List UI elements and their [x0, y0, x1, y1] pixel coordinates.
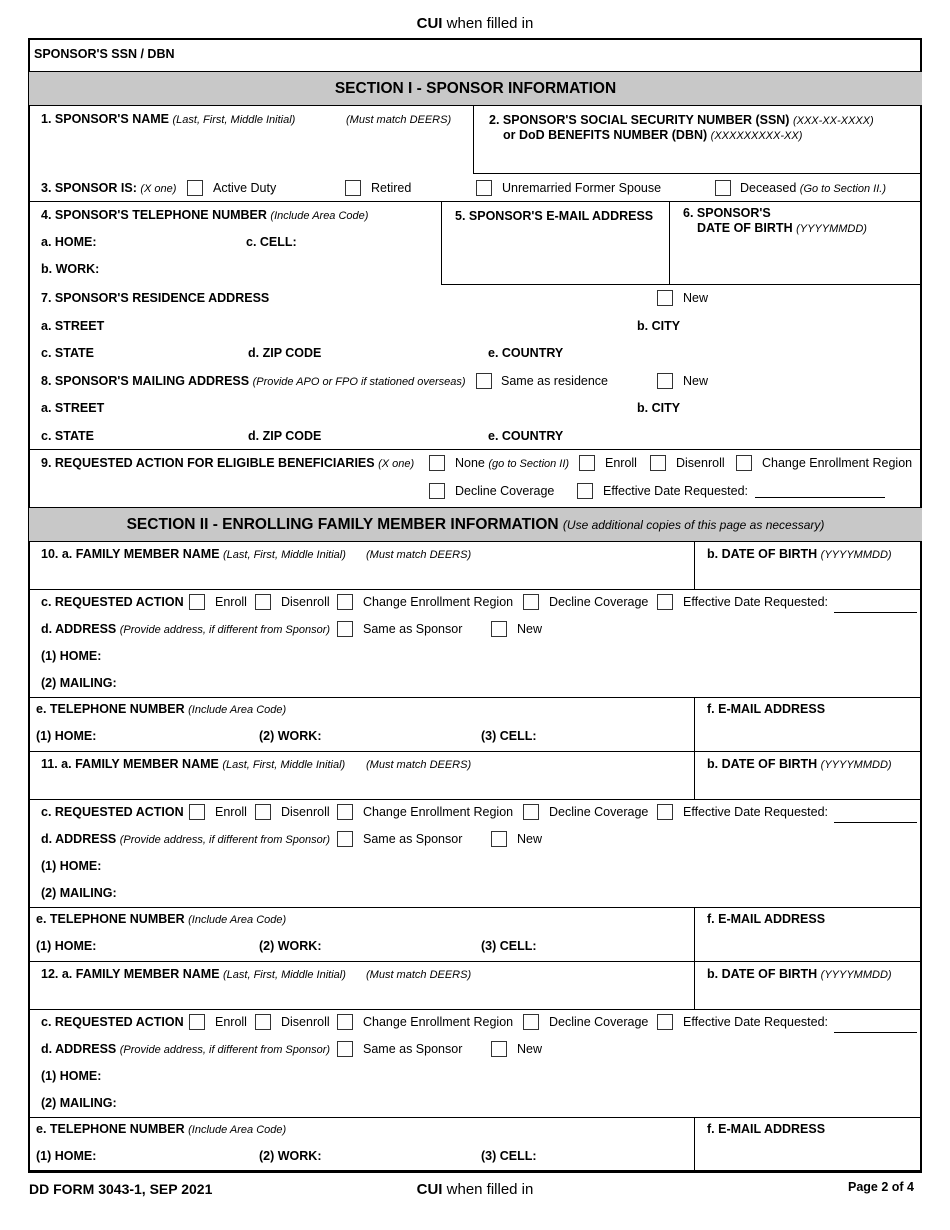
family-member-name-input[interactable] — [36, 776, 686, 796]
family-member-same-as-sponsor-label: Same as Sponsor — [363, 622, 463, 636]
section-2-title-hint: (Use additional copies of this page as necessary) — [562, 518, 825, 532]
family-member-name-label: 11. a. FAMILY MEMBER NAME (Last, First, Middle Initial) — [41, 757, 346, 771]
family-member-enroll-checkbox[interactable] — [189, 804, 205, 820]
family-member-change-region-checkbox[interactable] — [337, 594, 353, 610]
form-number: DD FORM 3043-1, SEP 2021 — [29, 1181, 213, 1197]
family-member-home-phone-label: (1) HOME: — [36, 939, 97, 953]
family-member-name-label: 12. a. FAMILY MEMBER NAME (Last, First, Middle Initial) — [41, 967, 346, 981]
action-disenroll-label: Disenroll — [676, 456, 725, 470]
family-member-decline-checkbox[interactable] — [523, 804, 539, 820]
family-member-email-label: f. E-MAIL ADDRESS — [707, 702, 826, 716]
family-member-enroll-label: Enroll — [215, 595, 247, 609]
family-member-mailing-address-input[interactable] — [125, 1091, 916, 1113]
cui-marking: CUI — [416, 15, 443, 32]
residence-city-input[interactable] — [684, 313, 916, 335]
family-member-cell-phone-label: (3) CELL: — [481, 1149, 537, 1163]
family-member-decline-label: Decline Coverage — [549, 595, 649, 609]
family-member-email-input[interactable] — [700, 1139, 916, 1167]
sponsor-dob-input[interactable] — [674, 238, 918, 281]
sponsor-email-input[interactable] — [446, 226, 664, 281]
family-member-dob-input[interactable] — [700, 566, 916, 586]
family-member-name-input[interactable] — [36, 566, 686, 586]
family-member-enroll-label: Enroll — [215, 805, 247, 819]
residence-zip-input[interactable] — [325, 341, 475, 363]
family-member-same-as-sponsor-checkbox[interactable] — [337, 831, 353, 847]
sponsor-work-phone-label: b. WORK: — [41, 262, 100, 276]
action-none-checkbox[interactable] — [429, 455, 445, 471]
sponsor-telephone-label: 4. SPONSOR'S TELEPHONE NUMBER (Include Area Code) — [41, 208, 369, 222]
family-member-work-phone-label: (2) WORK: — [259, 1149, 322, 1163]
family-member-cell-phone-input[interactable] — [545, 1144, 690, 1166]
cui-header — [0, 15, 950, 32]
mailing-state-label: c. STATE — [41, 429, 95, 443]
sponsor-email-label: 5. SPONSOR'S E-MAIL ADDRESS — [455, 209, 654, 223]
action-effective-date-checkbox[interactable] — [577, 483, 593, 499]
mailing-city-input[interactable] — [684, 396, 916, 418]
family-member-dob-label: b. DATE OF BIRTH (YYYYMMDD) — [707, 547, 892, 561]
action-change-region-checkbox[interactable] — [736, 455, 752, 471]
residence-city-label: b. CITY — [637, 319, 681, 333]
family-member-mailing-address-label: (2) MAILING: — [41, 886, 117, 900]
mailing-street-label: a. STREET — [41, 401, 105, 415]
residence-zip-label: d. ZIP CODE — [248, 346, 322, 360]
family-member-home-address-label: (1) HOME: — [41, 1069, 102, 1083]
action-none-label: None (go to Section II) — [455, 456, 570, 470]
family-member-disenroll-checkbox[interactable] — [255, 1014, 271, 1030]
sponsor-dob-label-1: 6. SPONSOR'S — [683, 206, 771, 220]
residence-address-label: 7. SPONSOR'S RESIDENCE ADDRESS — [41, 291, 270, 305]
residence-country-input[interactable] — [568, 341, 916, 363]
sponsor-name-must-match: (Must match DEERS) — [346, 114, 452, 126]
family-member-mailing-address-input[interactable] — [125, 671, 916, 693]
family-member-home-phone-label: (1) HOME: — [36, 729, 97, 743]
family-member-home-address-input[interactable] — [110, 644, 916, 666]
family-member-decline-checkbox[interactable] — [523, 594, 539, 610]
family-member-address-new-checkbox[interactable] — [491, 831, 507, 847]
family-member-address-new-label: New — [517, 622, 543, 636]
family-member-effective-date-label: Effective Date Requested: — [683, 595, 828, 609]
family-member-name-must-match: (Must match DEERS) — [366, 969, 472, 981]
retired-checkbox[interactable] — [345, 180, 361, 196]
family-member-name-must-match: (Must match DEERS) — [366, 759, 472, 771]
residence-state-label: c. STATE — [41, 346, 95, 360]
sponsor-dbn-label: or DoD BENEFITS NUMBER (DBN) (XXXXXXXXX-XX) — [503, 128, 803, 142]
residence-street-label: a. STREET — [41, 319, 105, 333]
section-1-header — [29, 71, 922, 106]
residence-country-label: e. COUNTRY — [488, 346, 564, 360]
family-member-home-phone-input[interactable] — [105, 934, 250, 956]
family-member-decline-checkbox[interactable] — [523, 1014, 539, 1030]
sponsor-cell-phone-label: c. CELL: — [246, 235, 297, 249]
family-member-name-input[interactable] — [36, 986, 686, 1006]
residence-new-label: New — [683, 291, 709, 305]
family-member-telephone-label: e. TELEPHONE NUMBER (Include Area Code) — [36, 912, 287, 926]
family-member-work-phone-input[interactable] — [330, 1144, 475, 1166]
family-member-block-10 — [0, 542, 950, 752]
family-member-work-phone-label: (2) WORK: — [259, 939, 322, 953]
family-member-address-new-label: New — [517, 832, 543, 846]
family-member-block-11 — [0, 752, 950, 962]
family-member-home-phone-label: (1) HOME: — [36, 1149, 97, 1163]
family-member-disenroll-label: Disenroll — [281, 595, 330, 609]
family-member-work-phone-label: (2) WORK: — [259, 729, 322, 743]
family-member-effective-date-label: Effective Date Requested: — [683, 1015, 828, 1029]
family-member-disenroll-checkbox[interactable] — [255, 804, 271, 820]
sponsor-dob-label-2: DATE OF BIRTH (YYYYMMDD) — [697, 221, 867, 235]
family-member-address-label: d. ADDRESS (Provide address, if different from Sponsor) — [41, 622, 331, 636]
residence-state-input[interactable] — [100, 341, 240, 363]
active-duty-checkbox[interactable] — [187, 180, 203, 196]
family-member-change-region-checkbox[interactable] — [337, 804, 353, 820]
family-member-dob-input[interactable] — [700, 986, 916, 1006]
sponsor-is-label: 3. SPONSOR IS: (X one) — [41, 181, 177, 195]
unremarried-former-spouse-label: Unremarried Former Spouse — [502, 181, 662, 195]
action-decline-label: Decline Coverage — [455, 484, 555, 498]
family-member-address-label: d. ADDRESS (Provide address, if different from Sponsor) — [41, 832, 331, 846]
family-member-same-as-sponsor-checkbox[interactable] — [337, 621, 353, 637]
family-member-cell-phone-label: (3) CELL: — [481, 939, 537, 953]
family-member-email-input[interactable] — [700, 929, 916, 957]
family-member-telephone-label: e. TELEPHONE NUMBER (Include Area Code) — [36, 702, 287, 716]
family-member-mailing-address-input[interactable] — [125, 881, 916, 903]
family-member-name-must-match: (Must match DEERS) — [366, 549, 472, 561]
family-member-address-new-label: New — [517, 1042, 543, 1056]
family-member-cell-phone-label: (3) CELL: — [481, 729, 537, 743]
mailing-zip-input[interactable] — [325, 424, 475, 446]
family-member-home-phone-input[interactable] — [105, 1144, 250, 1166]
family-member-change-region-label: Change Enrollment Region — [363, 1015, 514, 1029]
family-member-home-address-input[interactable] — [110, 854, 916, 876]
section-2-title: SECTION II - ENROLLING FAMILY MEMBER INFORMATION — [126, 516, 559, 533]
mailing-state-input[interactable] — [100, 424, 240, 446]
family-member-disenroll-checkbox[interactable] — [255, 594, 271, 610]
family-member-address-new-checkbox[interactable] — [491, 1041, 507, 1057]
family-member-home-address-label: (1) HOME: — [41, 649, 102, 663]
action-disenroll-checkbox[interactable] — [650, 455, 666, 471]
mailing-country-input[interactable] — [568, 424, 916, 446]
cui-suffix: when filled in — [446, 15, 534, 32]
family-member-effective-date-input[interactable] — [834, 822, 917, 823]
family-member-action-label: c. REQUESTED ACTION — [41, 805, 184, 819]
family-member-dob-input[interactable] — [700, 776, 916, 796]
sponsor-home-phone-label: a. HOME: — [41, 235, 97, 249]
sponsor-home-phone-input[interactable] — [105, 230, 235, 252]
family-member-dob-label: b. DATE OF BIRTH (YYYYMMDD) — [707, 757, 892, 771]
family-member-effective-date-label: Effective Date Requested: — [683, 805, 828, 819]
family-member-work-phone-input[interactable] — [330, 724, 475, 746]
family-member-mailing-address-label: (2) MAILING: — [41, 1096, 117, 1110]
family-member-decline-label: Decline Coverage — [549, 805, 649, 819]
deceased-checkbox[interactable] — [715, 180, 731, 196]
cui-footer-suffix: when filled in — [446, 1181, 534, 1198]
family-member-cell-phone-input[interactable] — [545, 934, 690, 956]
family-member-home-address-input[interactable] — [110, 1064, 916, 1086]
action-effective-date-input[interactable] — [755, 497, 885, 498]
sponsor-ssn-input[interactable] — [480, 145, 918, 172]
action-change-region-label: Change Enrollment Region — [762, 456, 913, 470]
family-member-mailing-address-label: (2) MAILING: — [41, 676, 117, 690]
family-member-email-input[interactable] — [700, 719, 916, 747]
family-member-work-phone-input[interactable] — [330, 934, 475, 956]
retired-label: Retired — [371, 181, 412, 195]
mailing-same-as-residence-checkbox[interactable] — [476, 373, 492, 389]
family-member-address-label: d. ADDRESS (Provide address, if different from Sponsor) — [41, 1042, 331, 1056]
cui-footer — [0, 1181, 950, 1198]
family-member-enroll-label: Enroll — [215, 1015, 247, 1029]
family-member-block-12 — [0, 962, 950, 1172]
residence-new-checkbox[interactable] — [657, 290, 673, 306]
mailing-zip-label: d. ZIP CODE — [248, 429, 322, 443]
mailing-city-label: b. CITY — [637, 401, 681, 415]
sponsor-work-phone-input[interactable] — [105, 257, 435, 279]
family-member-effective-date-checkbox[interactable] — [657, 594, 673, 610]
unremarried-former-spouse-checkbox[interactable] — [476, 180, 492, 196]
mailing-country-label: e. COUNTRY — [488, 429, 564, 443]
deceased-label: Deceased (Go to Section II.) — [740, 181, 886, 195]
family-member-change-region-label: Change Enrollment Region — [363, 595, 514, 609]
family-member-enroll-checkbox[interactable] — [189, 1014, 205, 1030]
family-member-home-phone-input[interactable] — [105, 724, 250, 746]
action-effective-date-label: Effective Date Requested: — [603, 484, 748, 498]
family-member-same-as-sponsor-label: Same as Sponsor — [363, 1042, 463, 1056]
family-member-decline-label: Decline Coverage — [549, 1015, 649, 1029]
family-member-same-as-sponsor-label: Same as Sponsor — [363, 832, 463, 846]
sponsor-name-label: 1. SPONSOR'S NAME (Last, First, Middle Initial) — [41, 112, 296, 126]
family-member-email-label: f. E-MAIL ADDRESS — [707, 1122, 826, 1136]
residence-street-input[interactable] — [110, 313, 625, 335]
family-member-enroll-checkbox[interactable] — [189, 594, 205, 610]
family-member-effective-date-checkbox[interactable] — [657, 1014, 673, 1030]
family-member-home-address-label: (1) HOME: — [41, 859, 102, 873]
sponsor-ssn-label: 2. SPONSOR'S SOCIAL SECURITY NUMBER (SSN) (XXX-XX-XXXX) — [489, 113, 874, 127]
family-member-action-label: c. REQUESTED ACTION — [41, 595, 184, 609]
family-member-address-new-checkbox[interactable] — [491, 621, 507, 637]
sponsor-name-input[interactable] — [36, 132, 466, 170]
sponsor-ssn-dbn-label: SPONSOR'S SSN / DBN — [34, 47, 175, 61]
family-member-same-as-sponsor-checkbox[interactable] — [337, 1041, 353, 1057]
family-member-change-region-checkbox[interactable] — [337, 1014, 353, 1030]
page-number: Page 2 of 4 — [848, 1180, 914, 1194]
mailing-new-checkbox[interactable] — [657, 373, 673, 389]
section-2-header — [29, 507, 922, 542]
family-member-action-label: c. REQUESTED ACTION — [41, 1015, 184, 1029]
mailing-address-label: 8. SPONSOR'S MAILING ADDRESS (Provide APO or FPO if stationed overseas) — [41, 374, 466, 388]
family-member-effective-date-input[interactable] — [834, 612, 917, 613]
cui-footer-marking: CUI — [416, 1181, 443, 1198]
mailing-same-as-residence-label: Same as residence — [501, 374, 609, 388]
family-member-disenroll-label: Disenroll — [281, 805, 330, 819]
family-member-email-label: f. E-MAIL ADDRESS — [707, 912, 826, 926]
family-member-effective-date-checkbox[interactable] — [657, 804, 673, 820]
active-duty-label: Active Duty — [213, 181, 277, 195]
family-member-cell-phone-input[interactable] — [545, 724, 690, 746]
action-decline-checkbox[interactable] — [429, 483, 445, 499]
action-enroll-label: Enroll — [605, 456, 637, 470]
mailing-new-label: New — [683, 374, 709, 388]
family-member-name-label: 10. a. FAMILY MEMBER NAME (Last, First, Middle Initial) — [41, 547, 346, 561]
action-enroll-checkbox[interactable] — [579, 455, 595, 471]
family-member-dob-label: b. DATE OF BIRTH (YYYYMMDD) — [707, 967, 892, 981]
family-member-change-region-label: Change Enrollment Region — [363, 805, 514, 819]
family-member-disenroll-label: Disenroll — [281, 1015, 330, 1029]
mailing-street-input[interactable] — [110, 396, 625, 418]
family-member-effective-date-input[interactable] — [834, 1032, 917, 1033]
sponsor-cell-phone-input[interactable] — [300, 230, 435, 252]
family-member-telephone-label: e. TELEPHONE NUMBER (Include Area Code) — [36, 1122, 287, 1136]
section-1-title: SECTION I - SPONSOR INFORMATION — [334, 80, 617, 97]
requested-action-label: 9. REQUESTED ACTION FOR ELIGIBLE BENEFICIARIES (X one) — [41, 456, 415, 470]
